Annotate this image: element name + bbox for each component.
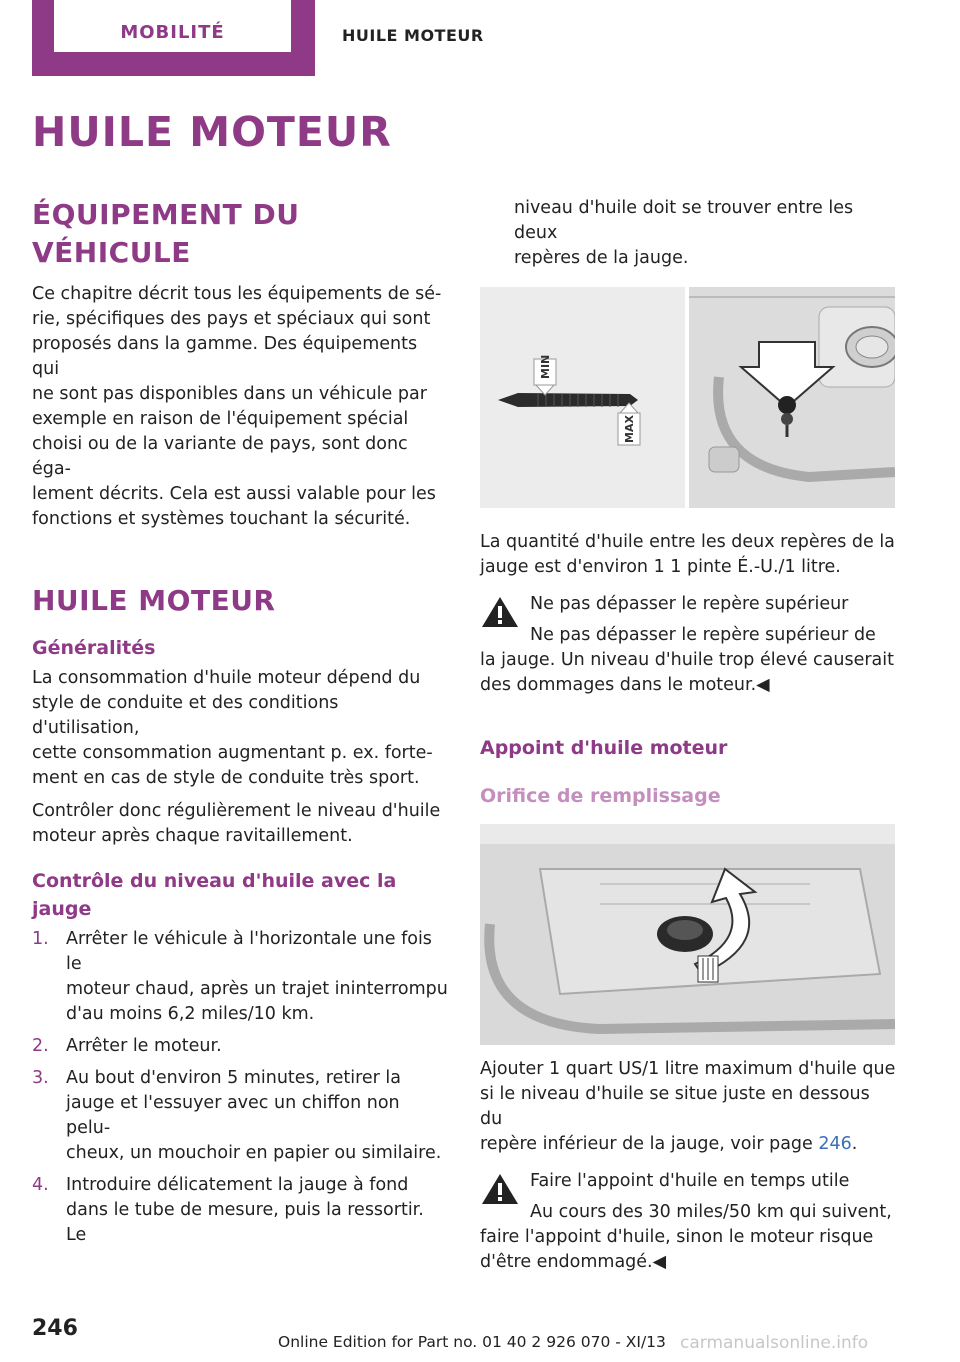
dipstick-figure (480, 287, 895, 508)
page-link-246[interactable]: 246 (818, 1134, 852, 1154)
dipstick-image (480, 287, 685, 508)
text-line: fonctions et systèmes touchant la sécurité. (32, 509, 411, 529)
warning-triangle-icon (480, 594, 520, 630)
text-line: ment en cas de style de conduite très sport. (32, 768, 420, 788)
text-line: lement décrits. Cela est aussi valable pour les (32, 484, 436, 504)
quantity-paragraph (480, 530, 896, 580)
text-line: choisi ou de la variante de pays, sont donc éga‐ (32, 434, 408, 479)
step-number: 4. (32, 1175, 49, 1195)
text-line: moteur après chaque ravitaillement. (32, 826, 353, 846)
filler-cap-illustration (480, 824, 895, 1045)
text-line: cheux, un mouchoir en papier ou similaire. (66, 1143, 442, 1163)
engine-dipstick-illustration (689, 287, 895, 508)
text-line: Au bout d'environ 5 minutes, retirer la (66, 1068, 402, 1088)
warning-title: Ne pas dépasser le repère supérieur (530, 594, 849, 614)
footer-edition: Online Edition for Part no. 01 40 2 926 070 - XI/13 (278, 1333, 666, 1351)
text-line: cette consommation augmentant p. ex. forte‐ (32, 743, 433, 763)
general-paragraph-2 (32, 799, 448, 849)
dipstick-max-label: MAX (623, 415, 636, 443)
text-line: Contrôler donc régulièrement le niveau d'huile (32, 801, 441, 821)
subheading-oil-topup: Appoint d'huile moteur (480, 737, 728, 759)
dipstick-illustration (480, 287, 685, 508)
text-punctuation: . (851, 1134, 858, 1154)
list-item (32, 1173, 448, 1248)
list-item (32, 927, 448, 1027)
text-line: d'au moins 6,2 miles/10 km. (66, 1004, 315, 1024)
section-breadcrumb: HUILE MOTEUR (342, 26, 484, 45)
subheading-filler-neck: Orifice de remplissage (480, 785, 721, 807)
text-line: Arrêter le véhicule à l'horizontale une fois le (66, 929, 432, 974)
filler-cap-image (480, 824, 895, 1045)
dipstick-min-label: MIN (539, 354, 552, 379)
right-column (480, 196, 896, 1283)
engine-dipstick-image (689, 287, 895, 508)
text-line: Introduire délicatement la jauge à fond (66, 1175, 409, 1195)
text-line: repères de la jauge. (514, 248, 689, 268)
left-column (32, 196, 448, 1255)
subheading-general: Généralités (32, 637, 156, 659)
text-line: jauge est d'environ 1 1 pinte É.-U./1 litre. (480, 557, 841, 577)
equipment-paragraph (32, 282, 448, 532)
text-line: dans le tube de mesure, puis la ressortir. Le (66, 1200, 424, 1245)
list-item (32, 1034, 448, 1059)
text-line: moteur chaud, après un trajet ininterrompu (66, 979, 448, 999)
text-line: Arrêter le moteur. (66, 1036, 222, 1056)
warning-notice-max-level (480, 592, 896, 698)
text-line: style de conduite et des conditions d'utilisation, (32, 693, 339, 738)
steps-list (32, 927, 448, 1248)
text-line: Ajouter 1 quart US/1 litre maximum d'huile que (480, 1059, 896, 1079)
warning-triangle-icon (480, 1171, 520, 1207)
step-number: 2. (32, 1036, 49, 1056)
header-tab-inner (54, 0, 291, 52)
page-title: HUILE MOTEUR (32, 108, 392, 156)
list-item (32, 1066, 448, 1166)
watermark: carmanualsonline.info (680, 1333, 869, 1353)
text-line: ne sont pas disponibles dans un véhicule par (32, 384, 427, 404)
chapter-tab-label[interactable]: MOBILITÉ (120, 22, 225, 43)
text-line: jauge et l'essuyer avec un chiffon non pelu‐ (66, 1093, 400, 1138)
text-line: rie, spécifiques des pays et spéciaux qui sont (32, 309, 431, 329)
step-number: 3. (32, 1068, 49, 1088)
step4-continuation (480, 196, 896, 271)
step-number: 1. (32, 929, 49, 949)
text-line: La consommation d'huile moteur dépend du (32, 668, 421, 688)
section-heading-engine-oil: HUILE MOTEUR (32, 584, 276, 617)
section-heading-equipment: ÉQUIPEMENT DU VÉHICULE (32, 198, 300, 269)
text-line: si le niveau d'huile se situe juste en dessous du (480, 1084, 870, 1129)
text-line: repère inférieur de la jauge, voir page (480, 1134, 819, 1154)
warning-text: Ne pas dépasser le repère supérieur de la jauge. Un niveau d'huile trop élevé causerait des dommages dans le moteur.◀ (480, 625, 894, 695)
text-line: Ce chapitre décrit tous les équipements de sé‐ (32, 284, 442, 304)
topup-paragraph (480, 1057, 896, 1157)
text-line: exemple en raison de l'équipement spécial (32, 409, 409, 429)
subheading-dipstick-check: Contrôle du niveau d'huile avec la jauge (32, 870, 397, 920)
general-paragraph-1 (32, 666, 448, 791)
warning-text: Au cours des 30 miles/50 km qui suivent, faire l'appoint d'huile, sinon le moteur risque d'être endommagé.◀ (480, 1202, 892, 1272)
text-line: proposés dans la gamme. Des équipements qui (32, 334, 418, 379)
page-number: 246 (32, 1316, 78, 1341)
header-tab (32, 0, 315, 76)
warning-notice-topup (480, 1169, 896, 1275)
text-line: niveau d'huile doit se trouver entre les deux (514, 198, 854, 243)
warning-title: Faire l'appoint d'huile en temps utile (530, 1171, 850, 1191)
text-line: La quantité d'huile entre les deux repères de la (480, 532, 895, 552)
